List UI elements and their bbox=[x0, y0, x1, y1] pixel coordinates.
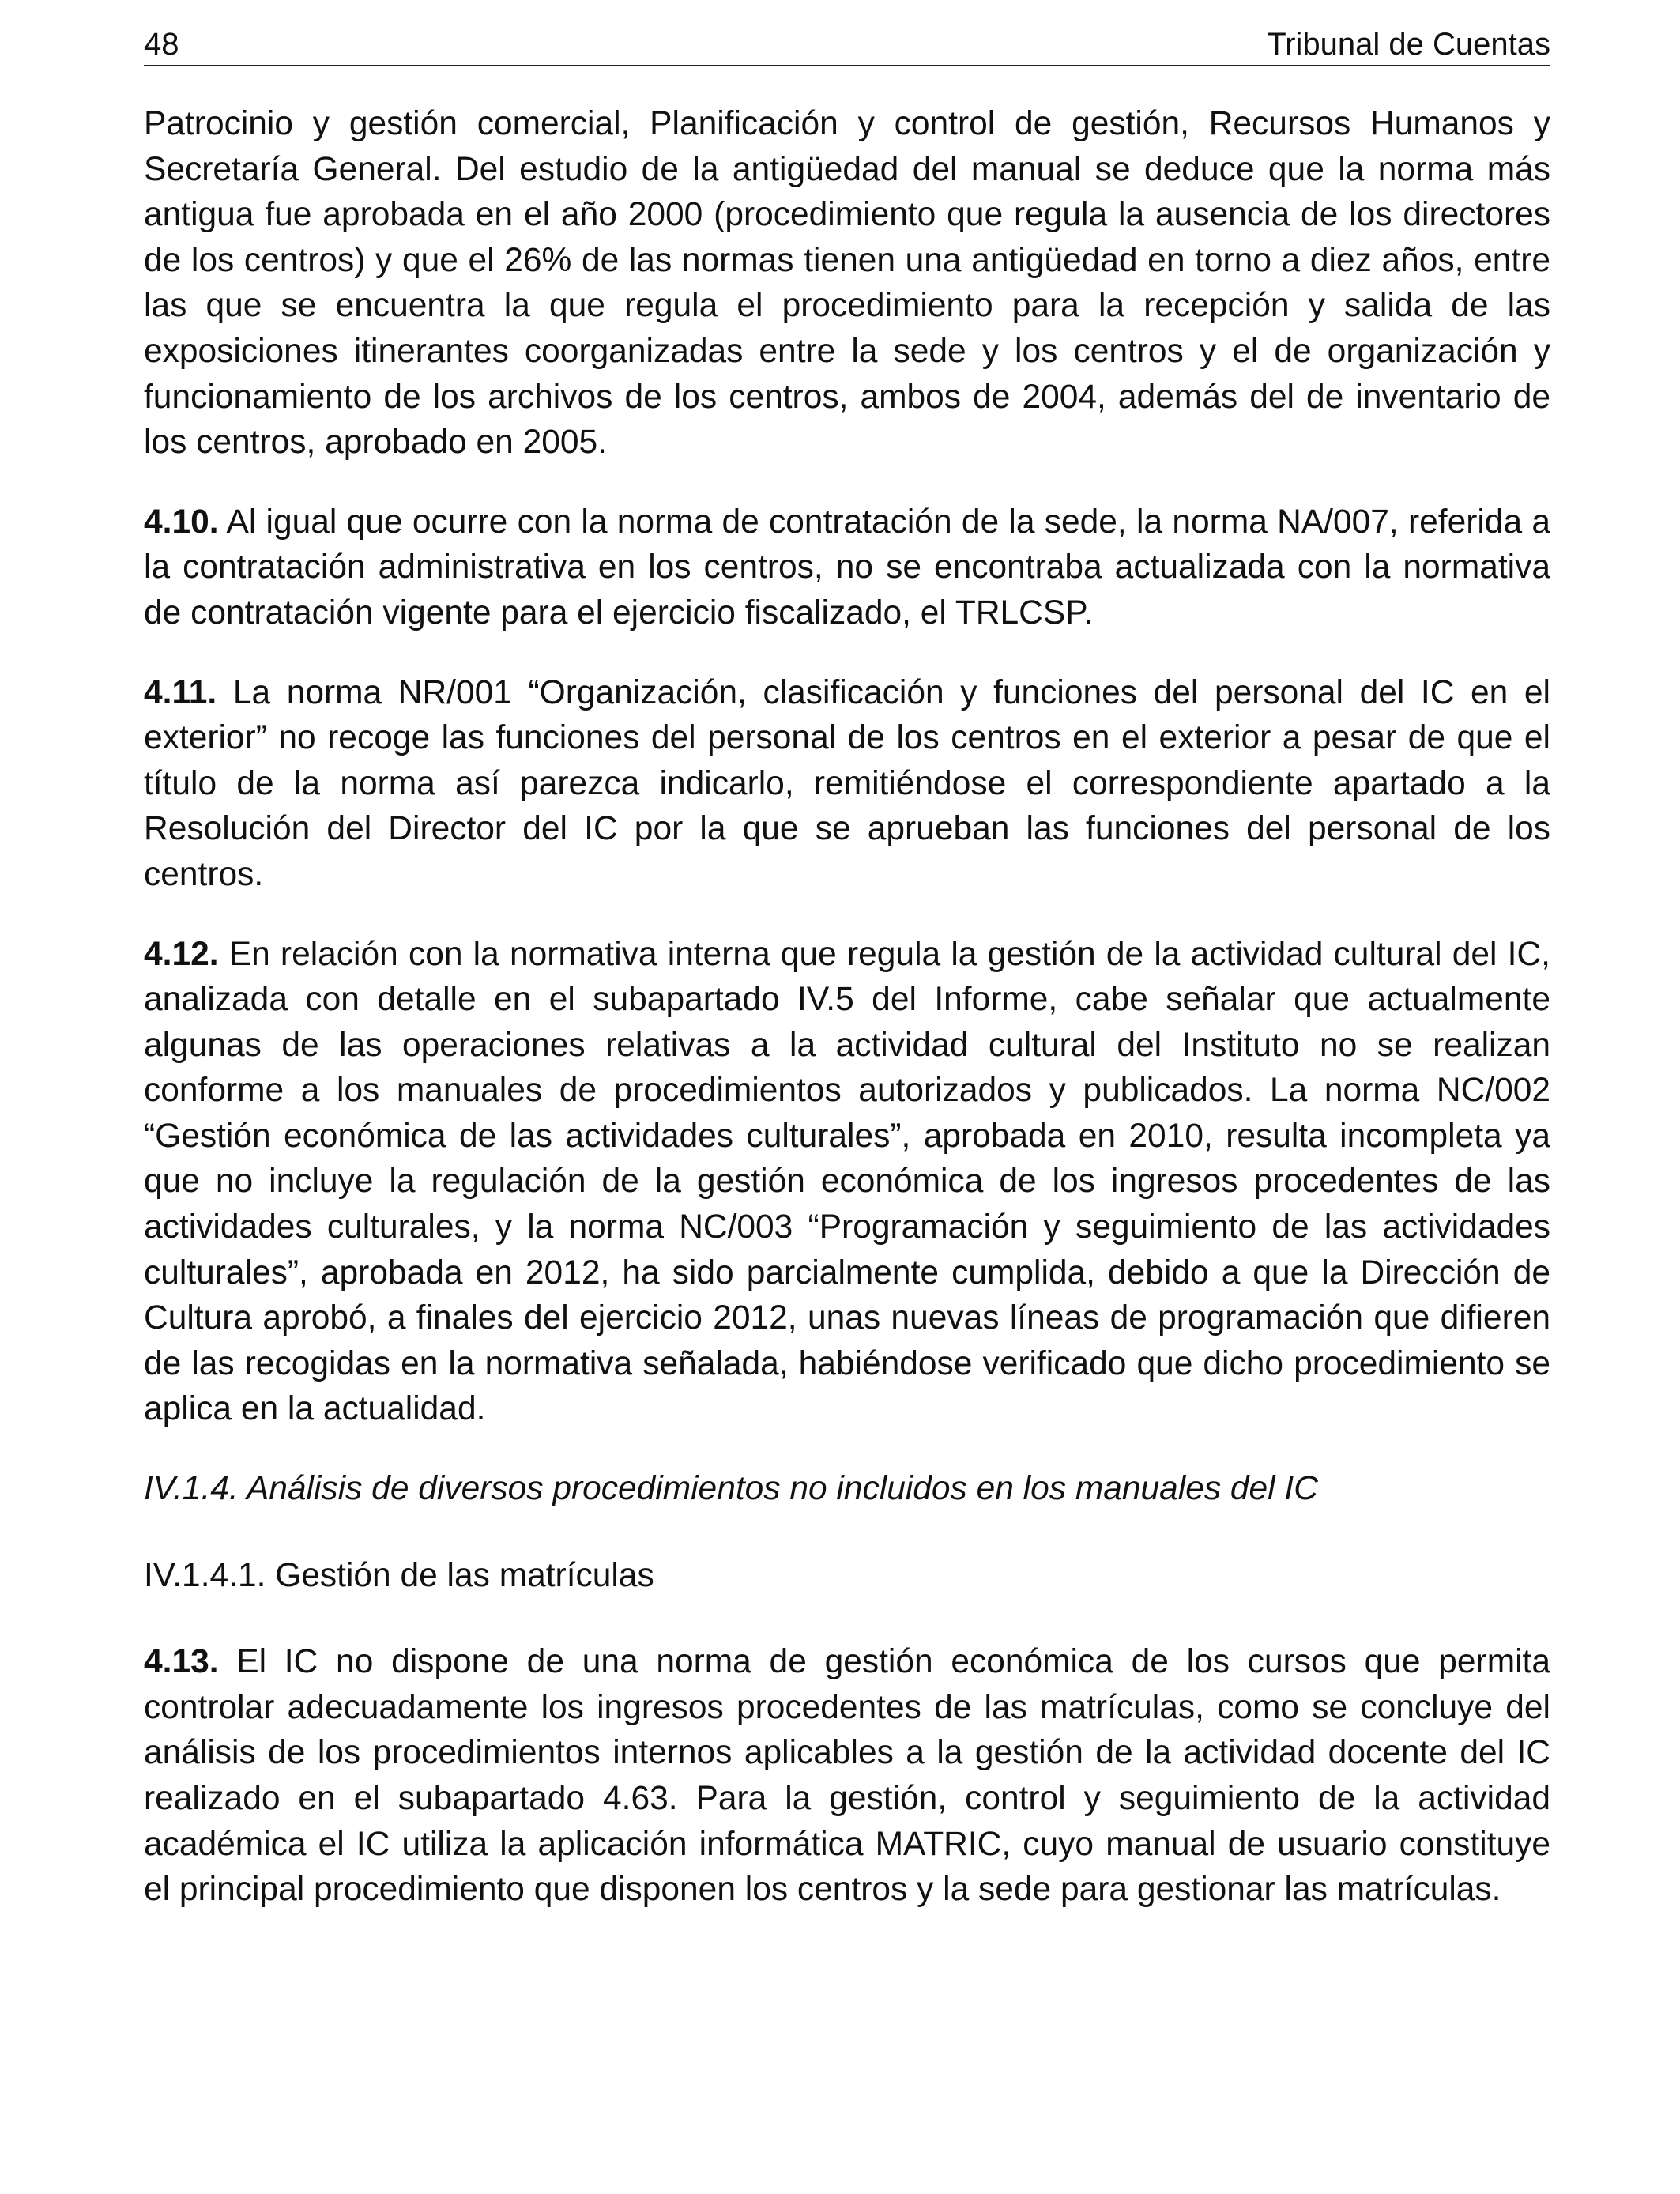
paragraph-number: 4.10. bbox=[144, 503, 219, 541]
paragraph-number: 4.13. bbox=[144, 1643, 219, 1681]
intro-paragraph: Patrocinio y gestión comercial, Planificación y control de gestión, Recursos Humanos y Secretaría General. Del estudio de la antigüedad del manual se deduce que la norma más antigua fue aprobada en el año 2000 (procedimiento que regula la ausencia de los directores de los centros) y que el 26% de las normas tienen una antigüedad en torno a diez años, entre las que se encuentra la que regula el procedimiento para la recepción y salida de las exposiciones itinerantes coorganizadas entre la sede y los centros y el de organización y funcionamiento de los archivos de los centros, ambos de 2004, además del de inventario de los centros, aprobado en 2005. bbox=[144, 105, 1550, 462]
paragraph-text: Al igual que ocurre con la norma de contratación de la sede, la norma NA/007, referida a la contratación administrativa en los centros, no se encontraba actualizada con la normativa de contratación vigente para el ejercicio fiscalizado, el TRLCSP. bbox=[144, 503, 1551, 631]
section-heading: IV.1.4. Análisis de diversos procedimientos no incluidos en los manuales del IC bbox=[144, 1470, 1318, 1508]
paragraph-4-12 bbox=[144, 932, 1550, 1433]
paragraph-4-10 bbox=[144, 499, 1550, 636]
paragraph-text: La norma NR/001 “Organización, clasificación y funciones del personal del IC en el exterior” no recoge las funciones del personal de los centros en el exterior a pesar de que el título de la norma así parezca indicarlo, remitiéndose el correspondiente apartado a la Resolución del Director del IC por la que se aprueban las funciones del personal de los centros. bbox=[144, 673, 1550, 893]
paragraph-4-11 bbox=[144, 670, 1550, 898]
paragraph-text: En relación con la normativa interna que regula la gestión de la actividad cultural del IC, analizada con detalle en el subapartado IV.5 del Informe, cabe señalar que actualmente algunas de las operaciones relativas a la actividad cultural del Instituto no se realizan conforme a los manuales de procedimientos autorizados y publicados. La norma NC/002 “Gestión económica de las actividades culturales”, aprobada en 2010, resulta incompleta ya que no incluye la regulación de la gestión económica de los ingresos procedentes de las actividades culturales, y la norma NC/003 “Programación y seguimiento de las actividades culturales”, aprobada en 2012, ha sido parcialmente cumplida, debido a que la Dirección de Cultura aprobó, a finales del ejercicio 2012, unas nuevas líneas de programación que difieren de las recogidas en la normativa señalada, habiéndose verificado que dicho procedimiento se aplica en la actualidad. bbox=[144, 935, 1550, 1428]
document-body bbox=[144, 101, 1550, 1947]
document-page bbox=[144, 0, 1550, 2194]
paragraph-4-13 bbox=[144, 1639, 1550, 1913]
page-number: 48 bbox=[144, 27, 179, 62]
paragraph-number: 4.11. bbox=[144, 673, 217, 711]
subsection-heading: IV.1.4.1. Gestión de las matrículas bbox=[144, 1556, 654, 1594]
paragraph-number: 4.12. bbox=[144, 935, 219, 973]
header-title: Tribunal de Cuentas bbox=[1267, 27, 1550, 62]
running-header bbox=[144, 24, 1550, 66]
paragraph-text: El IC no dispone de una norma de gestión económica de los cursos que permita controlar adecuadamente los ingresos procedentes de las matrículas, como se concluye del análisis de los procedimientos internos aplicables a la gestión de la actividad docente del IC realizado en el subapartado 4.63. Para la gestión, control y seguimiento de la actividad académica el IC utiliza la aplicación informática MATRIC, cuyo manual de usuario constituye el principal procedimiento que disponen los centros y la sede para gestionar las matrículas. bbox=[144, 1643, 1550, 1909]
